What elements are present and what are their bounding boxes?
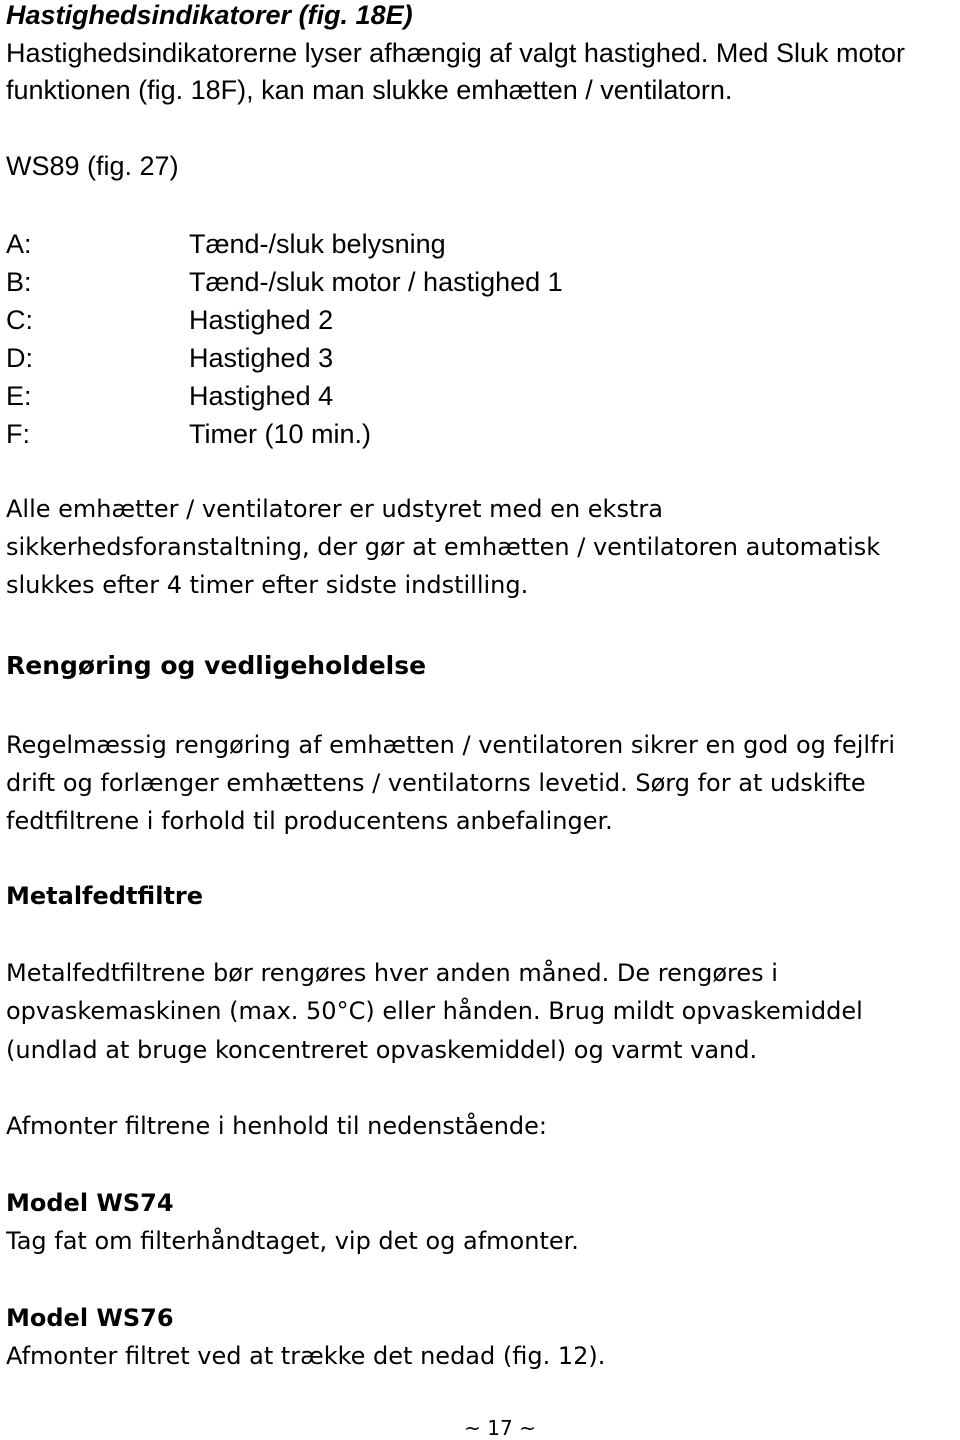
metal-heading: Metalfedtfiltre (6, 882, 204, 910)
list-item (0, 267, 960, 297)
item-key: C: (6, 305, 33, 335)
item-value: Hastighed 4 (189, 381, 334, 411)
item-key: B: (6, 267, 32, 297)
list-item (0, 343, 960, 373)
item-value: Hastighed 3 (189, 343, 334, 373)
safety-line-3: slukkes efter 4 timer efter sidste indstilling. (6, 571, 529, 599)
cleaning-line-2: drift og forlænger emhættens / ventilatorns levetid. Sørg for at udskifte (6, 769, 866, 797)
item-value: Timer (10 min.) (189, 419, 372, 449)
cleaning-line-3: fedtfiltrene i forhold til producentens anbefalinger. (6, 807, 613, 835)
speed-text-line-2: funktionen (fig. 18F), kan man slukke emhætten / ventilatorn. (6, 75, 733, 105)
item-value: Tænd-/sluk belysning (189, 229, 446, 259)
item-key: A: (6, 229, 32, 259)
metal-line-1: Metalfedtfiltrene bør rengøres hver anden måned. De rengøres i (6, 959, 778, 987)
cleaning-heading: Rengøring og vedligeholdelse (6, 651, 427, 680)
speed-text-line-1: Hastighedsindikatorerne lyser afhængig af valgt hastighed. Med Sluk motor (6, 38, 905, 68)
item-key: D: (6, 343, 33, 373)
list-item (0, 381, 960, 411)
metal-line-3: (undlad at bruge koncentreret opvaskemiddel) og varmt vand. (6, 1036, 758, 1064)
ws76-text: Afmonter filtret ved at trække det nedad (fig. 12). (6, 1342, 606, 1370)
safety-line-2: sikkerhedsforanstaltning, der gør at emhætten / ventilatoren automatisk (6, 533, 881, 561)
list-item (0, 229, 960, 259)
list-item (0, 419, 960, 449)
ws89-title: WS89 (fig. 27) (6, 151, 179, 181)
safety-line-1: Alle emhætter / ventilatorer er udstyret med en ekstra (6, 495, 663, 523)
item-key: E: (6, 381, 32, 411)
item-value: Tænd-/sluk motor / hastighed 1 (189, 267, 563, 297)
item-value: Hastighed 2 (189, 305, 334, 335)
ws74-title: Model WS74 (6, 1189, 174, 1217)
metal-line-2: opvaskemaskinen (max. 50°C) eller hånden. Brug mildt opvaskemiddel (6, 997, 863, 1025)
ws74-text: Tag fat om filterhåndtaget, vip det og afmonter. (6, 1227, 579, 1255)
cleaning-line-1: Regelmæssig rengøring af emhætten / ventilatoren sikrer en god og fejlfri (6, 731, 896, 759)
speed-heading: Hastighedsindikatorer (fig. 18E) (6, 0, 413, 30)
ws76-title: Model WS76 (6, 1304, 174, 1332)
item-key: F: (6, 419, 30, 449)
list-item (0, 305, 960, 335)
remove-intro: Afmonter filtrene i henhold til nedenstående: (6, 1112, 548, 1140)
page-number: ~ 17 ~ (464, 1416, 536, 1440)
